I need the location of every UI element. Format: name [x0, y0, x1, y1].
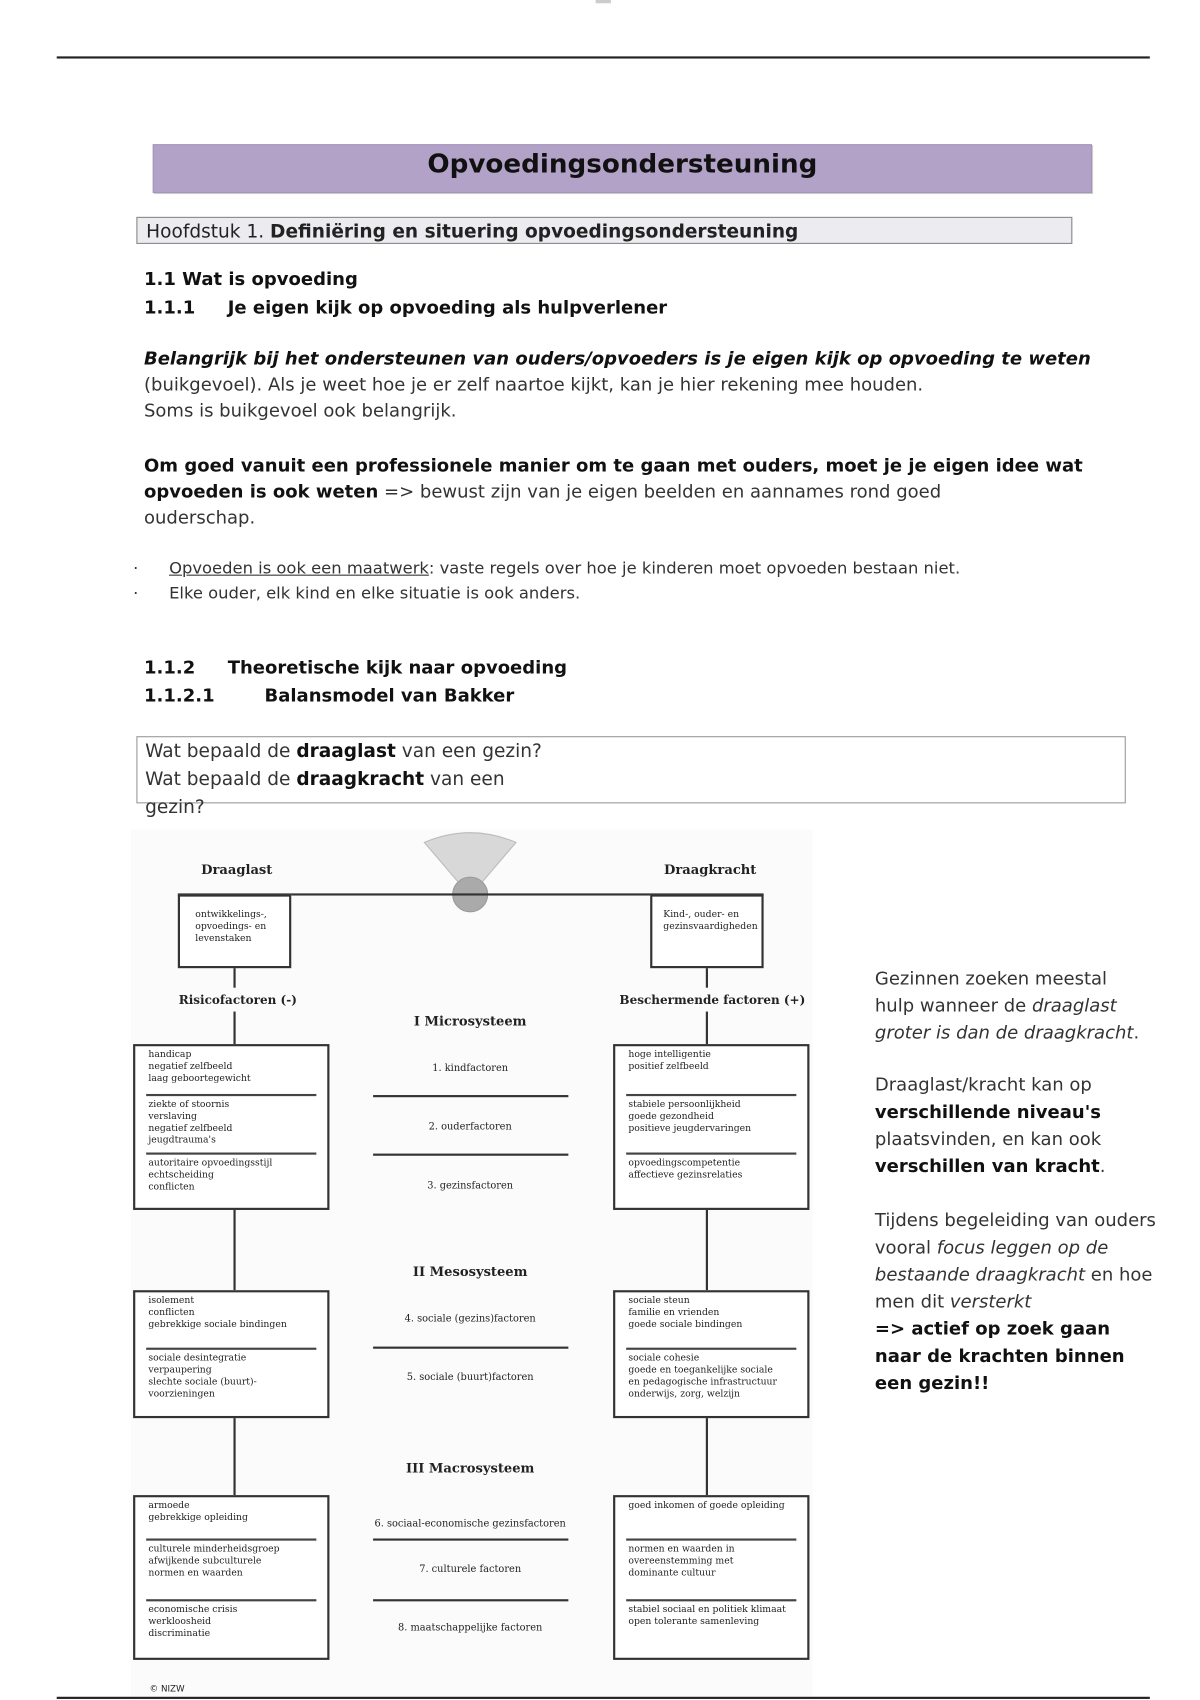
heading-1-1: 1.1 Wat is opvoeding	[143, 268, 358, 290]
factor-item: sociale desintegratie	[148, 1353, 247, 1364]
factor-item: conflicten	[148, 1181, 195, 1193]
risk-factor-box	[133, 1044, 329, 1210]
heading-number: 1.1.1	[143, 297, 196, 318]
section-divider	[146, 1348, 316, 1350]
factor-item: gebrekkige opleiding	[148, 1512, 248, 1524]
bold-text: opvoeden is ook weten	[143, 481, 379, 502]
paragraph-text: => bewust zijn van je eigen beelden en aannames rond goed	[378, 481, 942, 502]
factor-item: verpaupering	[148, 1365, 212, 1376]
section-divider	[626, 1094, 796, 1096]
connector-line	[706, 1012, 708, 1045]
note-text: men dit	[874, 1291, 950, 1312]
factor-item: open tolerante samenleving	[628, 1616, 760, 1628]
copyright-label: © NIZW	[149, 1683, 185, 1694]
header-rule	[57, 56, 1150, 58]
note-line: Draaglast/kracht kan op	[874, 1074, 1092, 1096]
chapter-prefix: Hoofdstuk 1.	[146, 221, 265, 243]
factor-item: stabiele persoonlijkheid	[628, 1099, 741, 1111]
section-divider	[146, 1094, 316, 1096]
paragraph-line: (buikgevoel). Als je weet hoe je er zelf naartoe kijkt, kan je hier rekening mee houden.	[143, 374, 924, 395]
factor-separator	[373, 1095, 568, 1097]
section-divider	[626, 1599, 796, 1601]
risk-factors-header: Risicofactoren (-)	[178, 993, 297, 1008]
connector-line	[233, 968, 235, 988]
note-bold: een gezin!!	[874, 1372, 990, 1394]
factor-item: dominante cultuur	[628, 1567, 716, 1579]
factor-separator	[373, 1347, 568, 1349]
heading-text: Balansmodel van Bakker	[264, 685, 515, 706]
factor-section	[615, 1046, 807, 1076]
question-box	[136, 736, 1125, 819]
section-divider	[626, 1348, 796, 1350]
factor-item: laag geboortegewicht	[148, 1073, 251, 1085]
note-bold: verschillende niveau's	[874, 1101, 1101, 1123]
system-level-label: II Mesosysteem	[412, 1264, 528, 1280]
factor-section	[135, 1155, 327, 1197]
section-divider	[626, 1153, 796, 1155]
factor-item: sociale steun	[628, 1295, 690, 1307]
heading-text: Theoretische kijk naar opvoeding	[227, 657, 568, 678]
chapter-title: Definiëring en situering opvoedingsondersteuning	[270, 221, 799, 243]
connector-line	[706, 968, 708, 988]
factor-item: slechte sociale (buurt)-	[148, 1376, 257, 1388]
draaglast-title: Draaglast	[201, 861, 273, 878]
factor-item: familie en vrienden	[628, 1307, 720, 1319]
bullet-list	[133, 558, 960, 608]
factor-item: overeenstemming met	[628, 1555, 734, 1567]
factor-item: verslaving	[148, 1111, 197, 1123]
paragraph-line: ouderschap.	[143, 507, 256, 529]
page-title: Opvoedingsondersteuning	[153, 144, 1092, 193]
risk-factor-box	[133, 1495, 329, 1660]
factor-label: 1. kindfactoren	[432, 1063, 509, 1075]
factor-label: 8. maatschappelijke factoren	[397, 1623, 543, 1634]
system-level-label: III Macrosysteem	[405, 1460, 535, 1476]
question-text-cut: gezin?	[145, 796, 205, 819]
footer-rule	[57, 1697, 1150, 1699]
factor-item: autoritaire opvoedingsstijl	[148, 1157, 273, 1169]
factor-section	[615, 1601, 807, 1631]
factor-item: goede en toegankelijke sociale	[628, 1365, 773, 1376]
factor-section	[135, 1096, 327, 1150]
heading-text: Je eigen kijk op opvoeding als hulpverlener	[227, 297, 668, 318]
bullet-icon: ·	[133, 583, 139, 603]
question-bold: draaglast	[296, 740, 396, 763]
factor-item: echtscheiding	[148, 1169, 214, 1181]
factor-section	[615, 1155, 807, 1185]
paragraph-1	[144, 346, 1091, 424]
question-bold: draagkracht	[296, 768, 425, 791]
section-divider	[626, 1538, 796, 1540]
factor-item: sociale cohesie	[628, 1353, 700, 1364]
factor-item: onderwijs, zorg, welzijn	[628, 1388, 741, 1400]
note-line: plaatsvinden, en kan ook	[874, 1128, 1102, 1150]
factor-label: 7. culturele factoren	[419, 1564, 522, 1576]
list-item-text: : vaste regels over hoe je kinderen moet opvoeden bestaan niet.	[428, 558, 961, 578]
bold-text: Om goed vanuit een professionele manier om te gaan met ouders, moet je je eigen idee wat	[143, 455, 1083, 476]
factor-item: affectieve gezinsrelaties	[628, 1169, 743, 1181]
factor-separator	[373, 1154, 568, 1156]
factor-section	[135, 1601, 327, 1643]
factor-item: goede gezondheid	[628, 1111, 714, 1123]
risk-factor-box	[133, 1290, 329, 1418]
factor-label: 5. sociale (buurt)factoren	[406, 1372, 534, 1384]
paragraph-2	[144, 453, 1083, 531]
factor-item: negatief zelfbeeld	[148, 1061, 233, 1073]
draagkracht-top-box: Kind-, ouder- en gezinsvaardigheden	[650, 894, 763, 968]
factor-item: goed inkomen of goede opleiding	[628, 1500, 785, 1512]
factor-separator	[373, 1599, 568, 1601]
factor-item: afwijkende subculturele	[148, 1555, 262, 1567]
factor-section	[135, 1292, 327, 1334]
factor-item: stabiel sociaal en politiek klimaat	[628, 1604, 786, 1616]
paragraph-line: Soms is buikgevoel ook belangrijk.	[143, 400, 457, 421]
note-bold: => actief op zoek gaan	[874, 1318, 1111, 1339]
side-notes	[875, 965, 1156, 1397]
note-text: vooral	[874, 1237, 937, 1258]
note-text: .	[1099, 1155, 1106, 1177]
factor-item: opvoedingscompetentie	[628, 1157, 741, 1169]
factor-item: normen en waarden	[148, 1567, 243, 1579]
draaglast-top-box: ontwikkelings-, opvoedings- en levenstaken	[178, 894, 291, 968]
factor-item: handicap	[148, 1049, 192, 1061]
note-italic: bestaande draagkracht	[874, 1264, 1086, 1285]
heading-1-1-2	[144, 657, 567, 678]
factor-section	[615, 1292, 807, 1334]
list-item	[133, 558, 960, 583]
factor-separator	[373, 1538, 568, 1540]
connector-line	[233, 1012, 235, 1045]
heading-number: 1.1.2	[143, 657, 196, 678]
connector-line	[706, 1418, 708, 1495]
connector-line	[233, 1210, 235, 1290]
section-divider	[146, 1538, 316, 1540]
draagkracht-title: Draagkracht	[664, 861, 757, 878]
system-level-label: I Microsysteem	[413, 1013, 527, 1029]
factor-item: positief zelfbeeld	[628, 1061, 709, 1073]
factor-section	[615, 1350, 807, 1404]
factor-item: normen en waarden in	[628, 1543, 735, 1555]
question-text: Wat bepaald de	[145, 740, 297, 763]
chapter-heading	[136, 217, 1072, 244]
factor-section	[135, 1350, 327, 1404]
factor-item: jeugdtrauma's	[148, 1135, 216, 1146]
question-text: van een gezin?	[395, 740, 542, 763]
note-italic: groter is dan de draagkracht	[874, 1022, 1134, 1044]
fulcrum-icon	[416, 829, 525, 927]
section-divider	[146, 1153, 316, 1155]
note-bold: verschillen van kracht	[874, 1155, 1100, 1177]
heading-number: 1.1.2.1	[143, 685, 215, 706]
note-line: Gezinnen zoeken meestal	[874, 968, 1108, 989]
factor-item: hoge intelligentie	[628, 1049, 711, 1061]
factor-section	[135, 1046, 327, 1088]
note-text: hulp wanneer de	[874, 995, 1032, 1016]
factor-label: 3. gezinsfactoren	[427, 1180, 514, 1192]
balance-model-diagram	[131, 829, 813, 1696]
factor-item: en pedagogische infrastructuur	[628, 1376, 777, 1388]
page-header-mark	[596, 0, 611, 3]
list-item	[133, 583, 960, 608]
factor-label: 4. sociale (gezins)factoren	[404, 1314, 536, 1325]
list-item-text: Elke ouder, elk kind en elke situatie is ook anders.	[169, 583, 581, 603]
connector-line	[233, 1418, 235, 1495]
factor-item: werkloosheid	[148, 1616, 212, 1628]
protective-factors-header: Beschermende factoren (+)	[619, 993, 806, 1008]
factor-label: 6. sociaal-economische gezinsfactoren	[374, 1518, 566, 1530]
note-text: en hoe	[1085, 1264, 1153, 1285]
factor-item: armoede	[148, 1500, 190, 1512]
note-text: .	[1133, 1022, 1140, 1044]
factor-section	[615, 1497, 807, 1515]
factor-item: voorzieningen	[148, 1388, 215, 1400]
factor-item: goede sociale bindingen	[628, 1319, 743, 1331]
note-bold: naar de krachten binnen	[874, 1345, 1125, 1367]
heading-1-1-1	[144, 297, 667, 318]
connector-line	[706, 1210, 708, 1290]
factor-item: ziekte of stoornis	[148, 1099, 230, 1111]
factor-section	[615, 1096, 807, 1138]
factor-section	[135, 1541, 327, 1583]
note-italic: draaglast	[1031, 995, 1117, 1016]
emphasis-text: Belangrijk bij het ondersteunen van ouders/opvoeders is je eigen kijk op opvoeding te weten	[143, 348, 1091, 369]
question-text: van een	[424, 768, 505, 791]
bullet-icon: ·	[133, 558, 139, 578]
factor-item: economische crisis	[148, 1604, 238, 1616]
protective-factor-box	[613, 1290, 809, 1418]
factor-item: positieve jeugdervaringen	[628, 1123, 752, 1135]
note-line: Tijdens begeleiding van ouders	[874, 1209, 1156, 1231]
heading-1-1-2-1	[144, 685, 514, 706]
factor-item: culturele minderheidsgroep	[148, 1543, 280, 1555]
factor-label: 2. ouderfactoren	[428, 1122, 512, 1133]
protective-factor-box	[613, 1495, 809, 1660]
factor-section	[615, 1541, 807, 1583]
note-italic: focus leggen op de	[936, 1237, 1109, 1258]
protective-factor-box	[613, 1044, 809, 1210]
factor-item: isolement	[148, 1295, 195, 1307]
note-italic: versterkt	[949, 1291, 1032, 1312]
factor-item: negatief zelfbeeld	[148, 1123, 233, 1135]
factor-item: gebrekkige sociale bindingen	[148, 1319, 287, 1331]
factor-section	[135, 1497, 327, 1527]
factor-item: conflicten	[148, 1307, 195, 1319]
question-text: Wat bepaald de	[145, 768, 297, 791]
factor-item: discriminatie	[148, 1628, 211, 1640]
underlined-text: Opvoeden is ook een maatwerk	[169, 558, 429, 578]
section-divider	[146, 1599, 316, 1601]
